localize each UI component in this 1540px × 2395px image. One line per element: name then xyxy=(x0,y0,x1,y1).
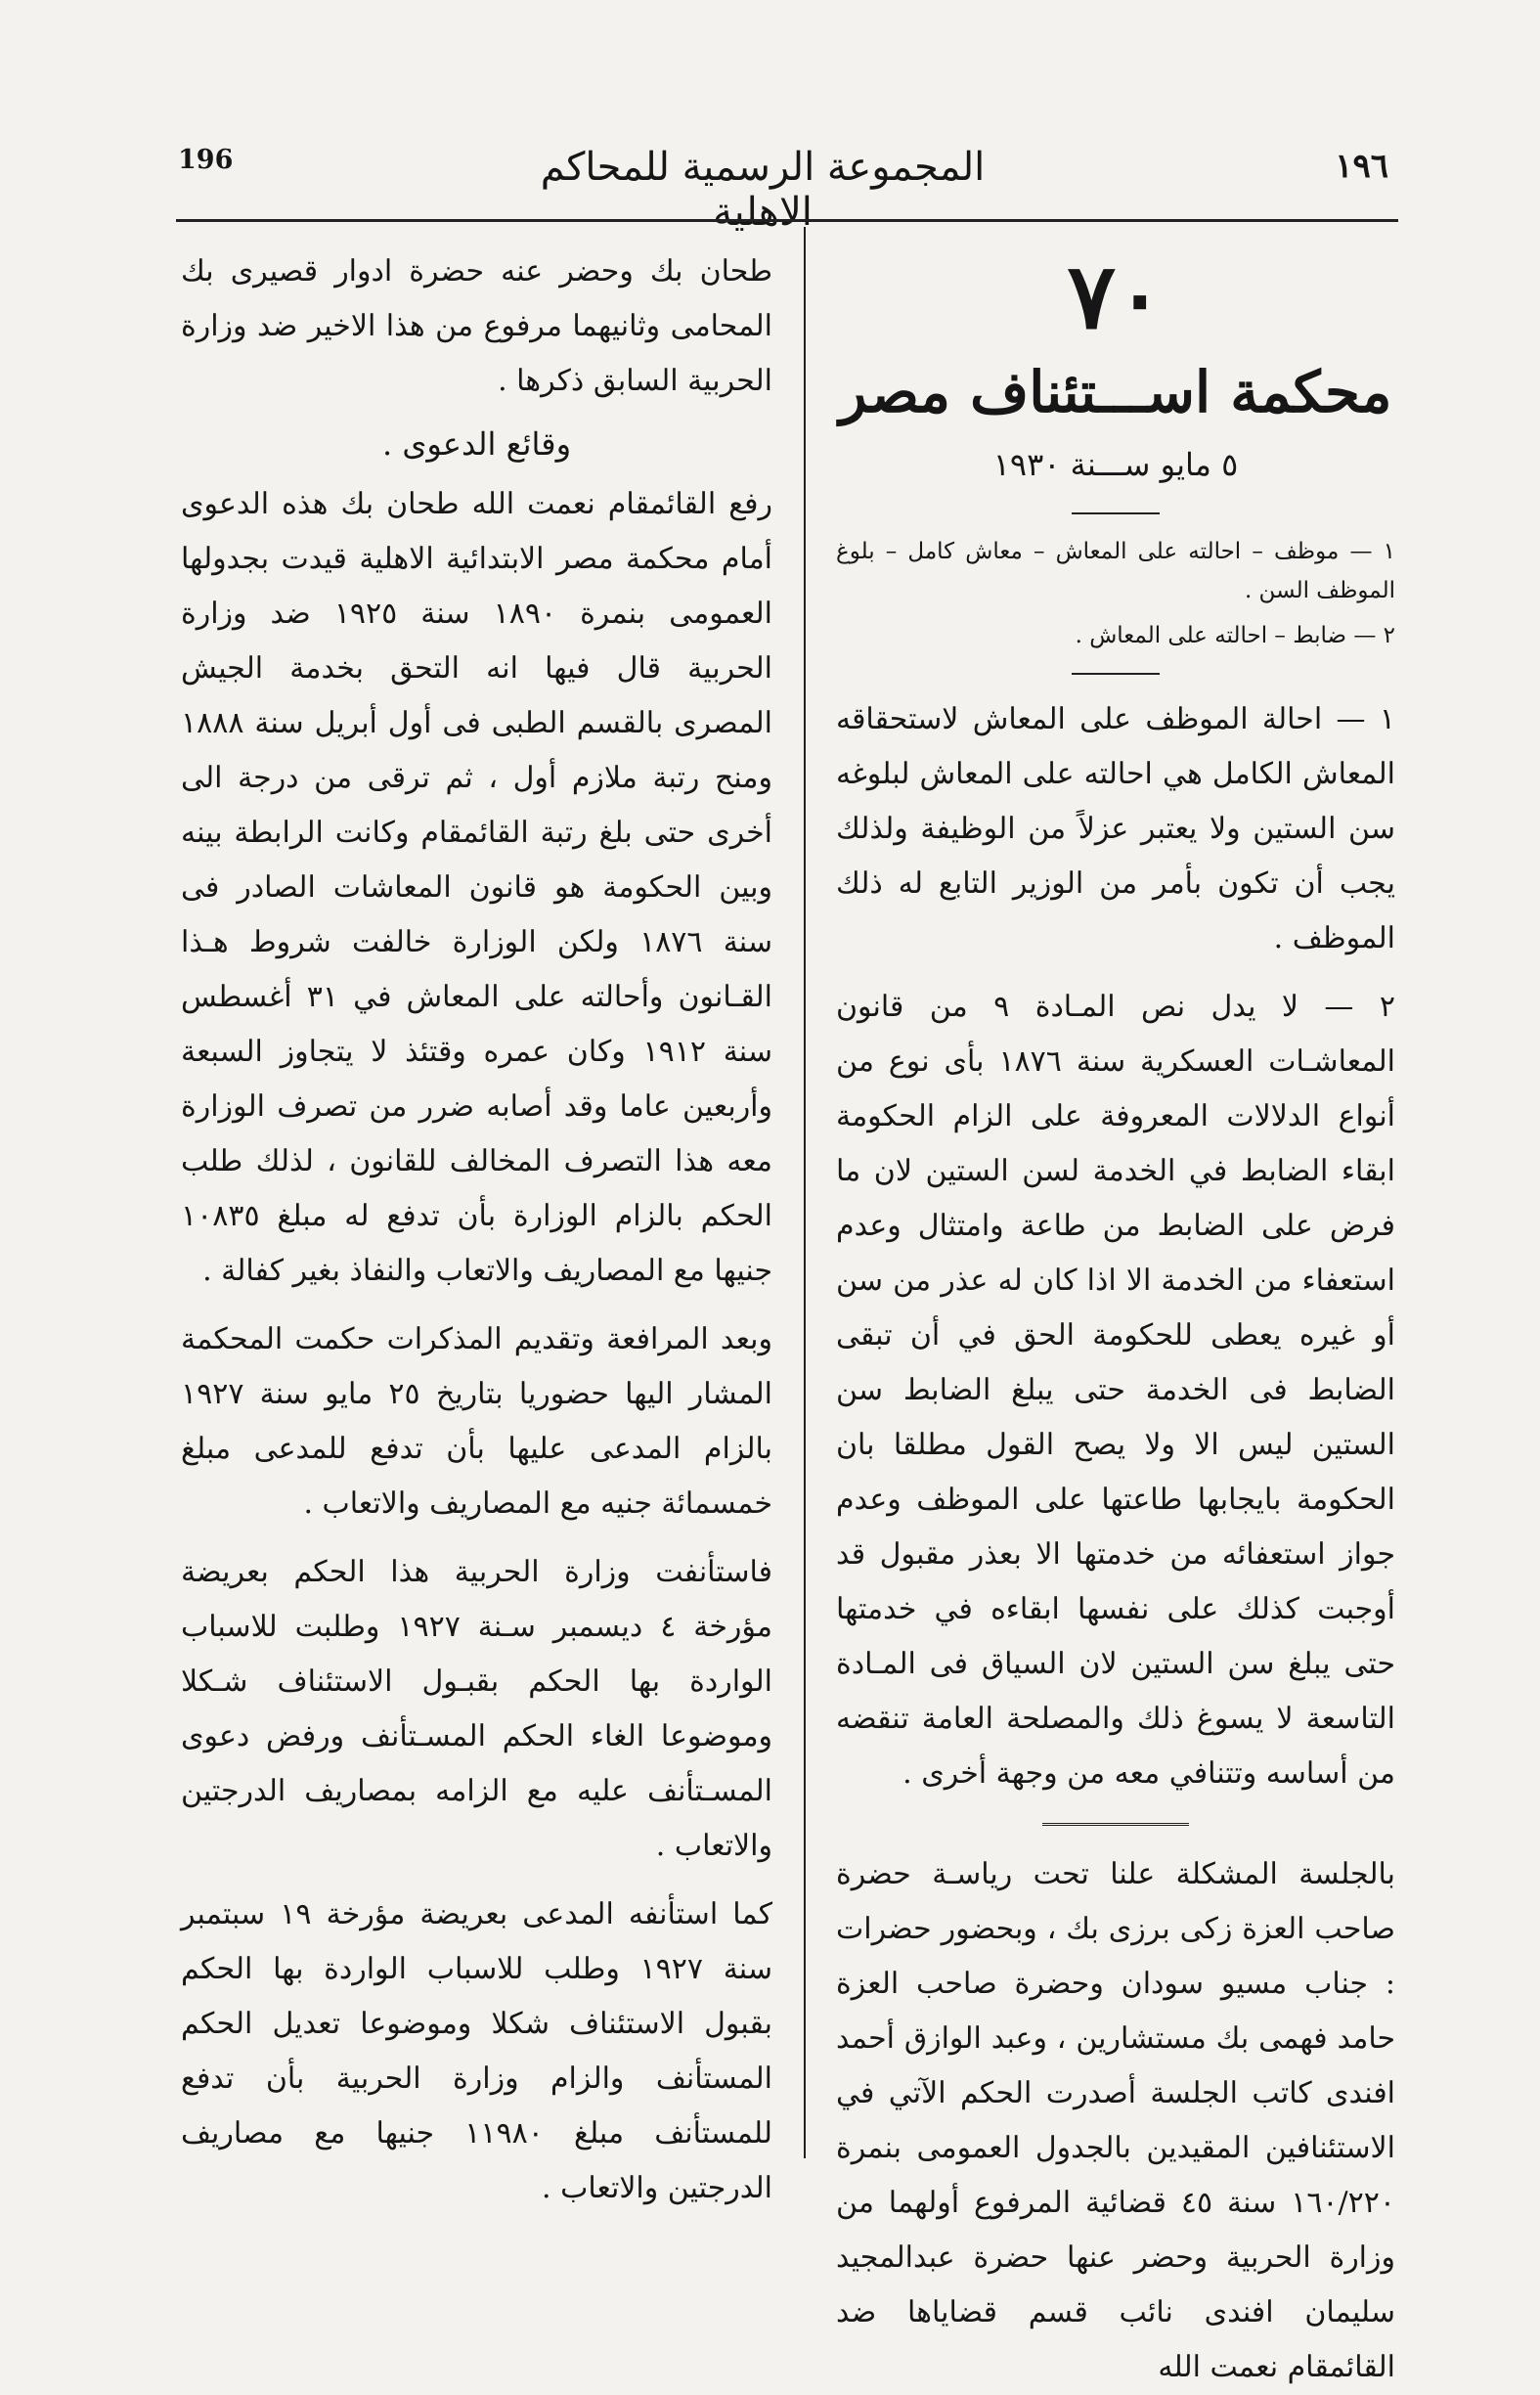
case-number: ٧٠ xyxy=(1067,244,1165,349)
facts-paragraph: رفع القائمقام نعمت الله طحان بك هذه الدعوى أمام محكمة مصر الابتدائية الاهلية قيدت بجدولها العمومى بنمرة ١٨٩٠ سنة ١٩٢٥ ضد وزارة الحربية قال فيها انه التحق بخدمة الجيش المصرى بالقسم الطبى فى أول أبريل سنة ١٨٨٨ ومنح رتبة ملازم أول ، ثم ترقى من درجة الى أخرى حتى بلغ رتبة القائمقام وكانت الرابطة بينه وبين الحكومة هو قانون المعاشات الصادر فى سنة ١٨٧٦ ولكن الوزارة خالفت شروط هـذا القـانون وأحالته على المعاش في ٣١ أغسطس سنة ١٩١٢ وكان عمره وقتئذ لا يتجاوز السبعة وأربعين عاما وقد أصابه ضرر من تصرف الوزارة معه هذا التصرف المخالف للقانون ، لذلك طلب الحكم بالزام الوزارة بأن تدفع له مبلغ ١٠٨٣٥ جنيها مع المصاريف والاتعاب والنفاذ بغير كفالة . xyxy=(181,487,773,1288)
page-number-arabic: ١٩٦ xyxy=(1335,147,1388,186)
double-divider-rule xyxy=(1042,1823,1189,1826)
summary-item: ٢ — ضابط – احالته على المعاش . xyxy=(1075,623,1395,648)
summary-item: ١ — موظف – احالته على المعاش – معاش كامل – بلوغ الموظف السن . xyxy=(836,539,1395,603)
court-name: محكمة اســـتئناف مصر xyxy=(839,359,1392,425)
facts-paragraph: فاستأنفت وزارة الحربية هذا الحكم بعريضة مؤرخة ٤ ديسمبر سـنة ١٩٢٧ وطلبت للاسباب الواردة بها الحكم بقبـول الاستئناف شـكلا وموضوعا الغاء الحكم المسـتأنف ورفض دعوى المسـتأنف عليه مع الزامه بمصاريف الدرجتين والاتعاب . xyxy=(181,1555,772,1863)
column-divider xyxy=(804,227,806,2158)
left-column xyxy=(181,244,772,2216)
divider-rule xyxy=(1072,673,1160,675)
facts-paragraph: كما استأنفه المدعى بعريضة مؤرخة ١٩ سبتمبر سنة ١٩٢٧ وطلب للاسباب الواردة بها الحكم بقبول الاستئناف شكلا وموضوعا تعديل الحكم المستأنف والزام وزارة الحربية بأن تدفع للمستأنف مبلغ ١١٩٨٠ جنيها مع مصاريف الدرجتين والاتعاب . xyxy=(181,1897,773,2205)
summary-list xyxy=(836,532,1395,655)
legal-principle: ١ — احالة الموظف على المعاش لاستحقاقه المعاش الكامل هي احالته على المعاش لبلوغه سن الستين ولا يعتبر عزلاً من الوظيفة ولذلك يجب أن تكون بأمر من الوزير التابع له ذلك الموظف . xyxy=(836,702,1395,955)
page-number-latin: 196 xyxy=(178,145,234,175)
header-rule xyxy=(176,219,1398,222)
continuation-paragraph: طحان بك وحضر عنه حضرة ادوار قصيرى بك المحامى وثانيهما مرفوع من هذا الاخير ضد وزارة الحربية السابق ذكرها . xyxy=(181,254,772,398)
divider-rule xyxy=(1072,512,1160,514)
session-paragraph: بالجلسة المشكلة علنا تحت رياسـة حضرة صاحب العزة زكى برزى بك ، وبحضور حضرات : جناب مسيو سودان وحضرة صاحب العزة حامد فهمى بك مستشارين ، وعبد الوازق أحمد افندى كاتب الجلسة أصدرت الحكم الآتي في الاستئنافين المقيدين بالجدول العمومى بنمرة ١٦٠/٢٢٠ سنة ٤٥ قضائية المرفوع أولهما من وزارة الحربية وحضر عنها حضرة عبدالمجيد سليمان افندى نائب قسم قضاياها ضد القائمقام نعمت الله xyxy=(836,1857,1395,2384)
legal-principle: ٢ — لا يدل نص المـادة ٩ من قانون المعاشـات العسكرية سنة ١٨٧٦ بأى نوع من أنواع الدلالات المعروفة على الزام الحكومة ابقاء الضابط في الخدمة لسن الستين لان ما فرض على الضابط من طاعة وامتثال وعدم استعفاء من الخدمة الا اذا كان له عذر من سن أو غيره يعطى للحكومة الحق في أن تبقى الضابط فى الخدمة حتى يبلغ الضابط سن الستين ليس الا ولا يصح القول مطلقا بان الحكومة بايجابها طاعتها على الموظف وعدم جواز استعفائه من خدمتها الا بعذر مقبول قد أوجبت كذلك على نفسها ابقاءه في خدمتها حتى يبلغ سن الستين لان السياق فى المـادة التاسعة لا يسوغ ذلك والمصلحة العامة تنقضه من أساسه وتتنافي معه من وجهة أخرى . xyxy=(836,990,1396,1791)
facts-heading: وقائع الدعوى . xyxy=(381,425,572,463)
right-column xyxy=(836,243,1395,2395)
judgment-date: ٥ مايو ســـنة ١٩٣٠ xyxy=(992,446,1239,483)
running-header-title: المجموعة الرسمية للمحاكم الاهلية xyxy=(540,145,986,235)
facts-paragraph: وبعد المرافعة وتقديم المذكرات حكمت المحكمة المشار اليها حضوريا بتاريخ ٢٥ مايو سنة ١٩٢٧ بالزام المدعى عليها بأن تدفع للمدعى مبلغ خمسمائة جنيه مع المصاريف والاتعاب . xyxy=(181,1322,772,1521)
